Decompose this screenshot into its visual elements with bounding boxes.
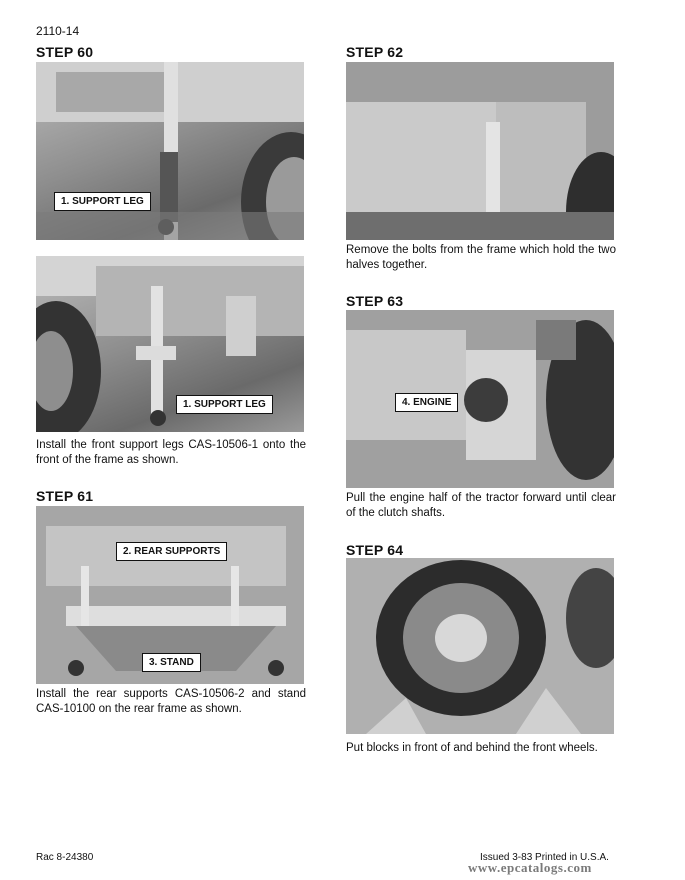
step-63-photo-illustration bbox=[346, 310, 614, 488]
step-60-photo-1 bbox=[36, 62, 304, 240]
doc-code: Rac 8-24380 bbox=[36, 852, 94, 863]
step-63-photo bbox=[346, 310, 614, 488]
page-number: 2110-14 bbox=[36, 24, 80, 38]
issue-info: Issued 3-83 Printed in U.S.A. bbox=[480, 852, 609, 863]
step-63-title: STEP 63 bbox=[346, 293, 404, 309]
step-63-callout-engine: 4. ENGINE bbox=[395, 393, 458, 412]
step-62-photo-illustration bbox=[346, 62, 614, 240]
step-60-callout-support-leg-2: 1. SUPPORT LEG bbox=[176, 395, 273, 414]
step-61-callout-rear-supports: 2. REAR SUPPORTS bbox=[116, 542, 227, 561]
step-62-title: STEP 62 bbox=[346, 44, 404, 60]
watermark: www.epcatalogs.com bbox=[468, 860, 592, 875]
step-63-caption: Pull the engine half of the tractor forward until clear of the clutch shafts. bbox=[346, 492, 616, 519]
step-62-photo bbox=[346, 62, 614, 240]
step-60-caption: Install the front support legs CAS-10506-1 onto the front of the frame as shown. bbox=[36, 439, 306, 466]
step-64-title: STEP 64 bbox=[346, 542, 404, 558]
step-61-callout-stand: 3. STAND bbox=[142, 653, 201, 672]
step-61-caption: Install the rear supports CAS-10506-2 and stand CAS-10100 on the rear frame as shown. bbox=[36, 688, 306, 715]
step-60-title: STEP 60 bbox=[36, 44, 94, 60]
step-64-caption: Put blocks in front of and behind the front wheels. bbox=[346, 742, 598, 754]
step-60-photo-1-illustration bbox=[36, 62, 304, 240]
step-64-photo-illustration bbox=[346, 558, 614, 734]
step-62-caption: Remove the bolts from the frame which hold the two halves together. bbox=[346, 244, 616, 271]
step-61-title: STEP 61 bbox=[36, 488, 94, 504]
step-60-callout-support-leg: 1. SUPPORT LEG bbox=[54, 192, 151, 211]
step-64-photo bbox=[346, 558, 614, 734]
